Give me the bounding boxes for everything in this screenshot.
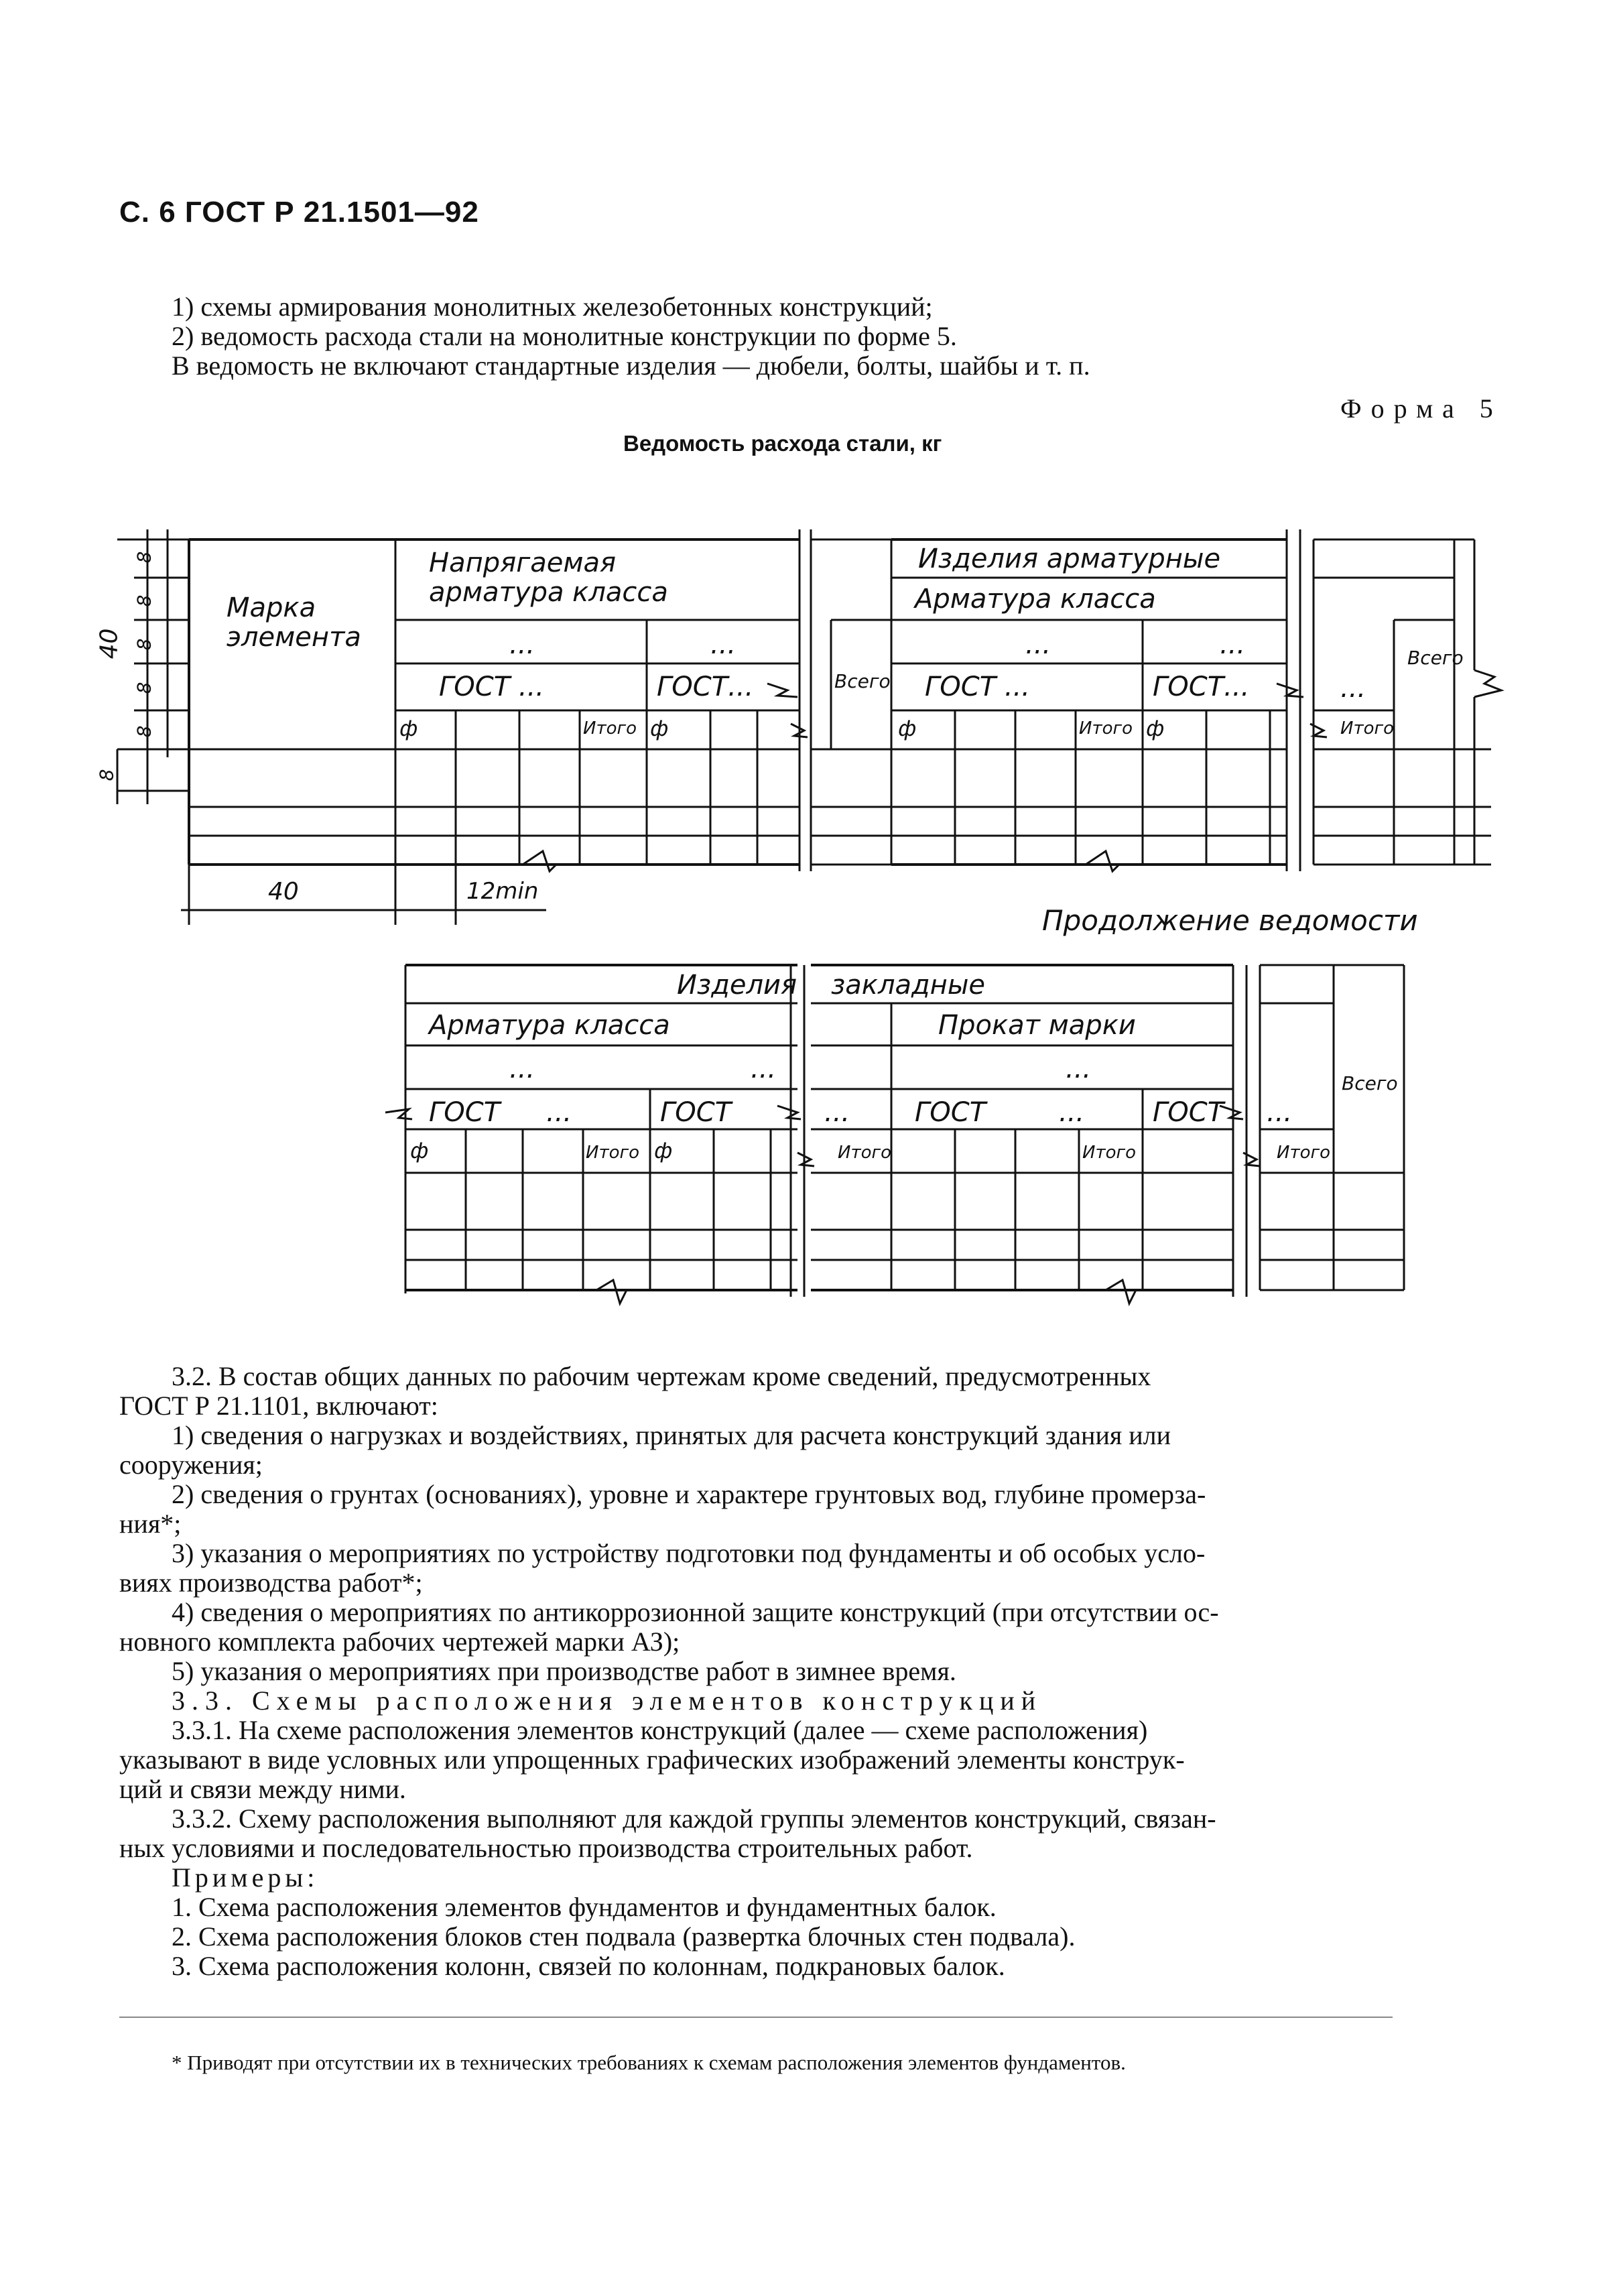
body-line-14: указывают в виде условных или упрощенных графических изображений элементы конструк- (119, 1744, 1185, 1775)
body-line-2: ГОСТ Р 21.1101, включают: (119, 1391, 438, 1421)
intro-line-3: В ведомость не включают стандартные изделия — дюбели, болты, шайбы и т. п. (172, 350, 1090, 381)
t1-gost-1: ГОСТ ... (439, 672, 544, 702)
t2-prokat-marki: Прокат марки (938, 1010, 1136, 1041)
t2-dots-1: ... (509, 1054, 535, 1084)
t1-dim-12min: 12min (466, 878, 539, 905)
body-line-17: ных условиями и последовательностью производства строительных работ. (119, 1833, 973, 1863)
t1-itogo-2: Итого (1079, 718, 1133, 739)
body-line-18: Примеры: (172, 1862, 319, 1893)
body-line-13: 3.3.1. На схеме расположения элементов конструкций (далее — схеме расположения) (172, 1715, 1148, 1745)
footnote: * Приводят при отсутствии их в технических требованиях к схемам расположения элементов фундаментов. (172, 2051, 1126, 2074)
t1-dots-4: ... (1220, 629, 1246, 660)
body-line-7: 3) указания о мероприятиях по устройству подготовки под фундаменты и об особых усло- (172, 1538, 1206, 1568)
body-line-15: ций и связи между ними. (119, 1774, 406, 1804)
t1-itogo-1: Итого (583, 718, 637, 739)
t1-dots-1: ... (509, 629, 535, 660)
body-line-20: 2. Схема расположения блоков стен подвала (развертка блочных стен подвала). (172, 1921, 1076, 1952)
t1-phi-2: ф (650, 716, 669, 741)
t1-dim-8-d: 8 (133, 682, 155, 694)
t2-dots-4: ... (824, 1097, 850, 1128)
t1-dim-8-b: 8 (133, 594, 155, 607)
t1-vsego-1: Всего (834, 670, 891, 692)
t1-izdelia-armaturnye: Изделия арматурные (918, 544, 1221, 574)
t1-prestressed-line1: Напрягаемая (429, 548, 617, 578)
t1-marka-line2: элемента (227, 622, 361, 653)
section-heading-3-3: 3.3. Схемы расположения элементов конструкций (172, 1685, 1043, 1716)
body-line-4: сооружения; (119, 1450, 263, 1480)
body-line-21: 3. Схема расположения колонн, связей по колоннам, подкрановых балок. (172, 1951, 1005, 1981)
body-line-6: ния*; (119, 1509, 182, 1539)
t1-gost-3: ГОСТ ... (925, 672, 1030, 702)
body-line-10: новного комплекта рабочих чертежей марки АЗ); (119, 1627, 680, 1657)
body-line-19: 1. Схема расположения элементов фундаментов и фундаментных балок. (172, 1892, 997, 1922)
t2-izdelia: Изделия (677, 970, 797, 1001)
t2-itogo-4: Итого (1277, 1143, 1331, 1163)
t1-phi-1: ф (399, 716, 418, 741)
t2-dots-7: ... (546, 1097, 572, 1128)
t2-itogo-2: Итого (838, 1143, 892, 1163)
t1-dim-8-f: 8 (95, 769, 118, 781)
t1-dim-40-vertical: 40 (95, 628, 123, 659)
t2-dots-5: ... (1059, 1097, 1085, 1128)
t1-prestressed-line2: арматура класса (429, 577, 668, 608)
t1-phi-3: ф (898, 716, 917, 741)
t2-gost-4: ГОСТ (1153, 1097, 1224, 1128)
t1-dim-8-c: 8 (133, 638, 155, 651)
t1-dim-40-horizontal: 40 (268, 878, 299, 905)
intro-line-2: 2) ведомость расхода стали на монолитные конструкции по форме 5. (172, 321, 957, 351)
footnote-separator (119, 2014, 1393, 2021)
t1-itogo-3: Итого (1340, 718, 1395, 739)
t2-zakladnye: закладные (831, 970, 986, 1001)
t2-vsego: Всего (1342, 1072, 1398, 1094)
body-line-8: виях производства работ*; (119, 1568, 423, 1598)
body-line-5: 2) сведения о грунтах (основаниях), уровне и характере грунтовых вод, глубине промерза- (172, 1479, 1206, 1509)
t2-itogo-3: Итого (1082, 1143, 1137, 1163)
table-title: Ведомость расхода стали, кг (623, 431, 942, 456)
continuation-caption: Продолжение ведомости (1042, 904, 1418, 937)
body-line-11: 5) указания о мероприятиях при производстве работ в зимнее время. (172, 1656, 956, 1686)
t1-dim-8-a: 8 (133, 551, 155, 564)
t2-dots-6: ... (1267, 1097, 1293, 1128)
page-header: С. 6 ГОСТ Р 21.1501—92 (119, 196, 479, 229)
body-line-16: 3.3.2. Схему расположения выполняют для каждой группы элементов конструкций, связан- (172, 1803, 1216, 1834)
t1-vsego-2: Всего (1407, 647, 1464, 669)
t2-gost-3: ГОСТ (915, 1097, 986, 1128)
t1-gost-4: ГОСТ... (1153, 672, 1250, 702)
t1-gost-2: ГОСТ... (657, 672, 754, 702)
t2-phi-1: ф (410, 1138, 429, 1163)
body-line-1: 3.2. В состав общих данных по рабочим чертежам кроме сведений, предусмотренных (172, 1361, 1151, 1391)
t1-phi-4: ф (1146, 716, 1165, 741)
t1-dots-3: ... (1025, 629, 1051, 660)
t2-phi-2: ф (654, 1138, 673, 1163)
t2-gost-2: ГОСТ (660, 1097, 732, 1128)
form-label: Форма 5 (1340, 393, 1502, 424)
t2-armatura-klassa: Арматура класса (429, 1010, 670, 1041)
t1-dots-5: ... (1340, 673, 1366, 704)
t1-armatura-klassa: Арматура класса (915, 584, 1156, 615)
t2-itogo-1: Итого (586, 1143, 640, 1163)
t2-gost-1: ГОСТ (429, 1097, 501, 1128)
t1-dots-2: ... (710, 629, 737, 660)
intro-line-1: 1) схемы армирования монолитных железобетонных конструкций; (172, 292, 933, 322)
t2-dots-2: ... (751, 1054, 777, 1084)
body-line-9: 4) сведения о мероприятиях по антикоррозионной защите конструкций (при отсутствии ос- (172, 1597, 1219, 1627)
t2-dots-3: ... (1066, 1054, 1092, 1084)
t1-dim-8-e: 8 (133, 725, 155, 738)
body-line-3: 1) сведения о нагрузках и воздействиях, принятых для расчета конструкций здания или (172, 1420, 1171, 1450)
t1-marka-line1: Марка (227, 592, 316, 623)
